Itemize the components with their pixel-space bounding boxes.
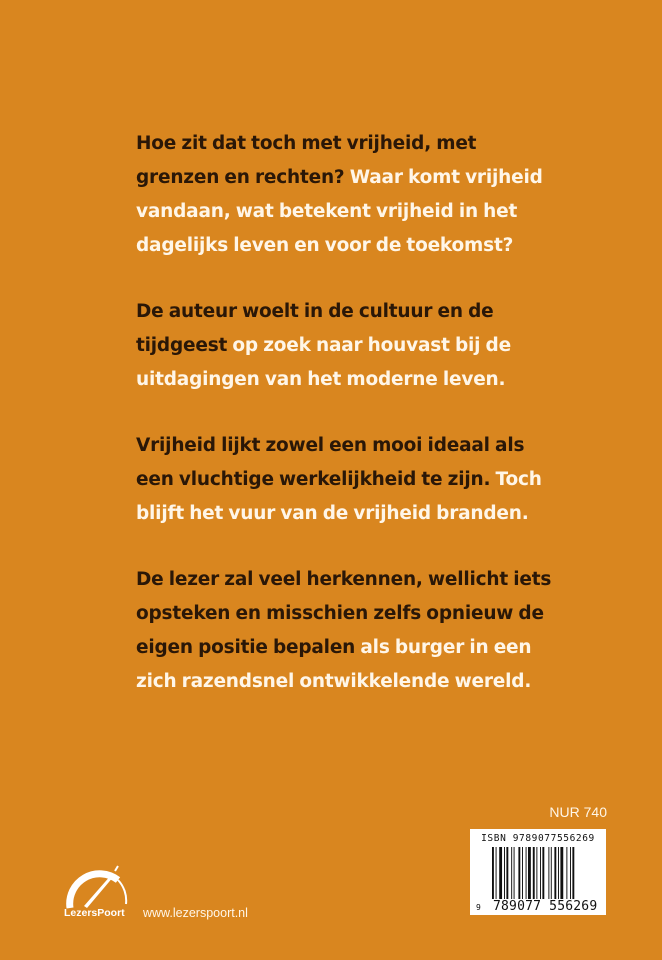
isbn-barcode [470, 829, 606, 915]
blurb-text-light: op zoek naar houvast bij de [232, 335, 511, 356]
blurb-text-light: vandaan, wat betekent vrijheid in het [136, 201, 518, 222]
blurb-line [136, 329, 556, 363]
blurb-line [136, 127, 556, 161]
isbn-label: ISBN 9789077556269 [481, 833, 595, 844]
blurb-text-dark: De lezer zal veel herkennen, wellicht iets [136, 569, 552, 590]
blurb-line [136, 665, 556, 699]
blurb-text-dark: grenzen en rechten? [136, 167, 350, 188]
back-cover-blurb [136, 127, 556, 731]
barcode-digit-groups: 789077 556269 [493, 899, 598, 914]
blurb-text-dark: opsteken en misschien zelfs opnieuw de [136, 603, 544, 624]
publisher-website: www.lezerspoort.nl [143, 906, 248, 920]
blurb-line [136, 563, 556, 597]
barcode-first-digit: 9 [476, 903, 481, 912]
blurb-paragraph [136, 563, 556, 699]
blurb-text-light: dagelijks leven en voor de toekomst? [136, 235, 514, 256]
barcode-bars-icon [492, 847, 600, 903]
blurb-paragraph [136, 127, 556, 263]
blurb-line [136, 363, 556, 397]
blurb-text-light: Waar komt vrijheid [349, 167, 543, 188]
blurb-text-light: als burger in een [360, 637, 532, 658]
blurb-line [136, 597, 556, 631]
blurb-text-dark: tijdgeest [136, 335, 233, 356]
blurb-line [136, 429, 556, 463]
blurb-text-light: Toch [495, 469, 542, 490]
nur-code: NUR 740 [549, 804, 607, 820]
blurb-text-light: uitdagingen van het moderne leven. [136, 369, 506, 390]
blurb-text-light: blijft het vuur van de vrijheid branden. [136, 503, 529, 524]
blurb-text-dark: Vrijheid lijkt zowel een mooi ideaal als [136, 435, 525, 456]
blurb-text-dark: Hoe zit dat toch met vrijheid, met [136, 133, 477, 154]
blurb-line [136, 295, 556, 329]
blurb-line [136, 161, 556, 195]
blurb-text-light: zich razendsnel ontwikkelende wereld. [136, 671, 532, 692]
publisher-name: LezersPoort [64, 907, 125, 919]
blurb-paragraph [136, 295, 556, 397]
blurb-text-dark: De auteur woelt in de cultuur en de [136, 301, 494, 322]
blurb-text-dark: een vluchtige werkelijkheid te zijn. [136, 469, 496, 490]
blurb-line [136, 229, 556, 263]
blurb-line [136, 497, 556, 531]
blurb-line [136, 195, 556, 229]
blurb-text-dark: eigen positie bepalen [136, 637, 361, 658]
blurb-line [136, 463, 556, 497]
blurb-line [136, 631, 556, 665]
blurb-paragraph [136, 429, 556, 531]
